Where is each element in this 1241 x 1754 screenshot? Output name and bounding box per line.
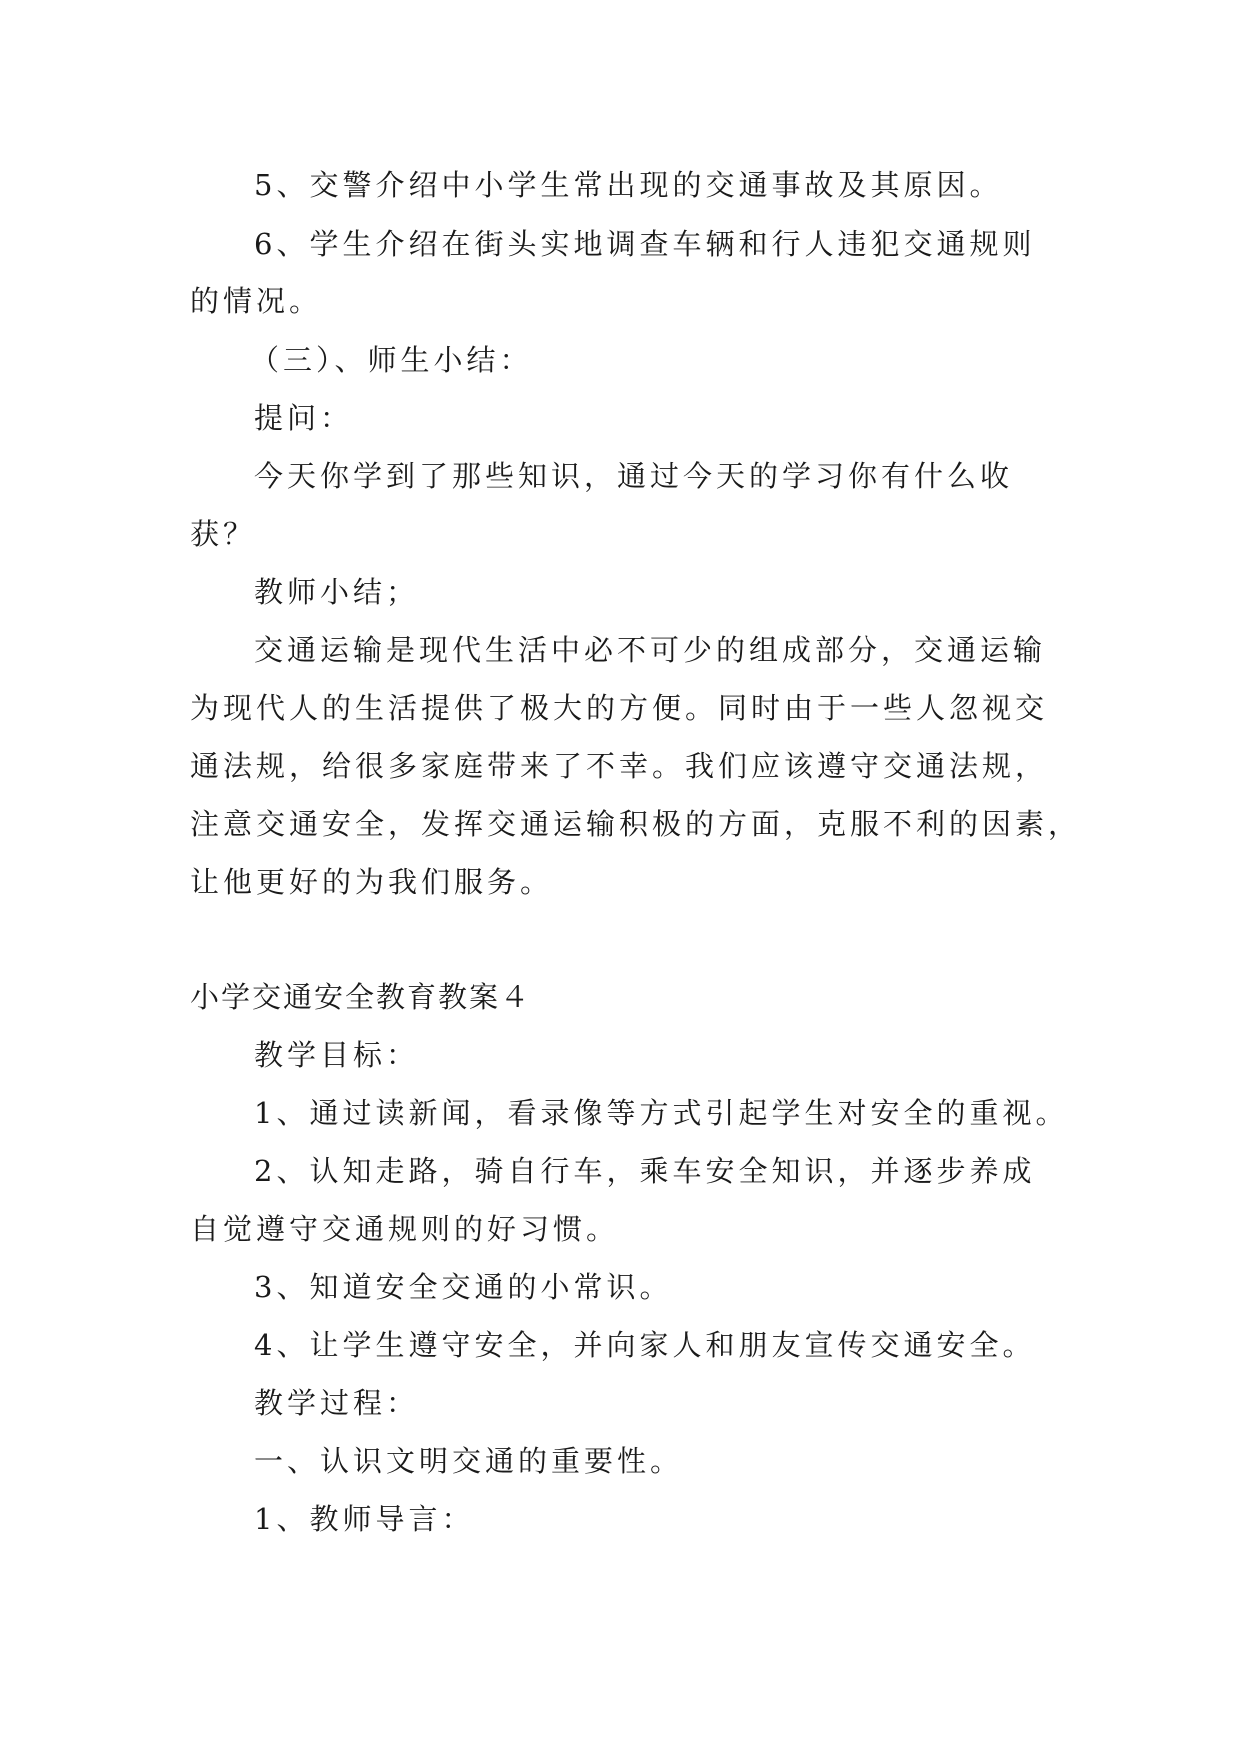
- item-6-text-line2: 的情况。: [190, 284, 323, 318]
- teacher-summary-label: 教师小结；: [254, 575, 420, 609]
- summary-heading: （三）、师生小结：: [250, 343, 533, 377]
- process-label: 教学过程：: [254, 1386, 420, 1420]
- item-6-text-line1: 6、学生介绍在街头实地调查车辆和行人违犯交通规则: [254, 227, 1036, 261]
- goal-4-text: 4、让学生遵守安全，并向家人和朋友宣传交通安全。: [254, 1328, 1036, 1362]
- summary-paragraph-line4: 注意交通安全，发挥交通运输积极的方面，克服不利的因素，: [190, 807, 1082, 841]
- step-1-1-text: 1、教师导言：: [254, 1502, 475, 1536]
- question-text-line1: 今天你学到了那些知识，通过今天的学习你有什么收: [254, 459, 1014, 493]
- summary-paragraph-line2: 为现代人的生活提供了极大的方便。同时由于一些人忽视交: [190, 691, 1049, 725]
- goal-2-text-line1: 2、认知走路，骑自行车，乘车安全知识，并逐步养成: [254, 1154, 1036, 1188]
- item-5-text: 5、交警介绍中小学生常出现的交通事故及其原因。: [254, 168, 1003, 202]
- summary-paragraph-line1: 交通运输是现代生活中必不可少的组成部分，交通运输: [254, 633, 1047, 667]
- question-label: 提问：: [254, 401, 354, 435]
- section-title: 小学交通安全教育教案４: [190, 980, 532, 1014]
- summary-paragraph-line5: 让他更好的为我们服务。: [190, 865, 554, 899]
- question-text-line2: 获？: [190, 517, 257, 551]
- goal-1-text: 1、通过读新闻，看录像等方式引起学生对安全的重视。: [254, 1096, 1069, 1130]
- goal-2-text-line2: 自觉遵守交通规则的好习惯。: [190, 1212, 620, 1246]
- step-1-heading: 一、认识文明交通的重要性。: [254, 1444, 684, 1478]
- goals-label: 教学目标：: [254, 1038, 420, 1072]
- goal-3-text: 3、知道安全交通的小常识。: [254, 1270, 673, 1304]
- summary-paragraph-line3: 通法规，给很多家庭带来了不幸。我们应该遵守交通法规，: [190, 749, 1049, 783]
